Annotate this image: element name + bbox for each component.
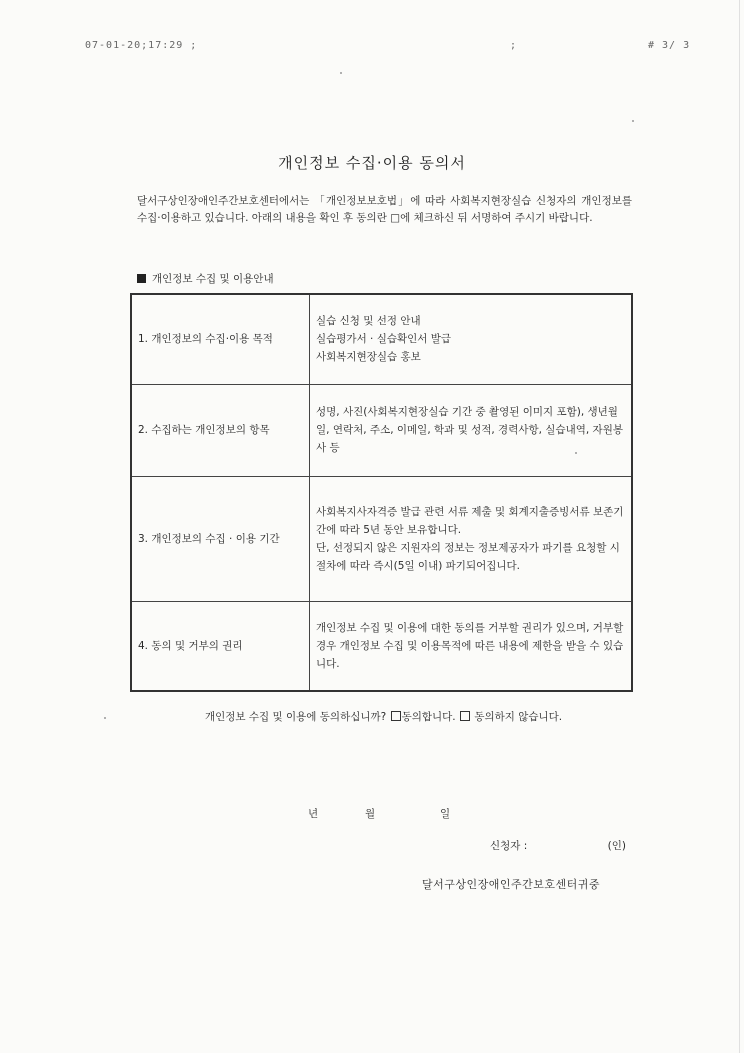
- content-line: 실습평가서 · 실습확인서 발급: [316, 333, 452, 346]
- consent-line: [205, 709, 562, 724]
- row-label: 2. 수집하는 개인정보의 항목: [131, 384, 310, 476]
- row-content: [310, 601, 633, 691]
- recipient-line: 달서구상인장애인주간보호센터귀중: [422, 878, 601, 891]
- table-row: [131, 384, 632, 476]
- fax-timestamp: 07-01-20;17:29 ;: [85, 40, 198, 51]
- content-line: 실습 신청 및 선정 안내: [316, 315, 421, 328]
- disagree-label: 동의하지 않습니다.: [474, 711, 563, 723]
- scan-speck: [104, 717, 106, 719]
- section-heading: [137, 271, 274, 286]
- row-content: [310, 384, 633, 476]
- row-content: [310, 476, 633, 601]
- info-table: [130, 293, 633, 692]
- table-row: [131, 294, 632, 384]
- table-row: [131, 601, 632, 691]
- intro-paragraph: 달서구상인장애인주간보호센터에서는 「개인정보보호법」에 따라 사회복지현장실습 신청자의 개인정보를 수집·이용하고 있습니다. 아래의 내용을 확인 후 동의란 □에 체크하신 뒤 서명하여 주시기 바랍니다.: [137, 195, 632, 224]
- content-line: 사회복지현장실습 홍보: [316, 351, 421, 364]
- scan-speck: [340, 72, 342, 74]
- content-line: 성명, 사진(사회복지현장실습 기간 중 촬영된 이미지 포함), 생년월일, 연락처, 주소, 이메일, 학과 및 성적, 경력사항, 실습내역, 자원봉사 등: [316, 406, 623, 454]
- table-row: [131, 476, 632, 601]
- date-month-label: 월: [365, 808, 376, 820]
- seal-mark: (인): [607, 840, 626, 852]
- document-title: 개인정보 수집·이용 동의서: [278, 154, 466, 172]
- row-label: 1. 개인정보의 수집·이용 목적: [131, 294, 310, 384]
- consent-question: 개인정보 수집 및 이용에 동의하십니까?: [205, 711, 387, 723]
- date-day-label: 일: [440, 808, 451, 820]
- content-line: 단, 선정되지 않은 지원자의 정보는 정보제공자가 파기를 요청할 시 절차에 따라 즉시(5일 이내) 파기되어집니다.: [316, 541, 620, 572]
- scan-speck: [575, 452, 577, 454]
- fax-page-number: # 3/ 3: [648, 40, 691, 51]
- applicant-label: 신청자 :: [490, 840, 528, 852]
- agree-checkbox[interactable]: [391, 711, 401, 721]
- row-label: 3. 개인정보의 수집 · 이용 기간: [131, 476, 310, 601]
- scan-speck: [632, 120, 634, 122]
- fax-separator: ;: [510, 40, 518, 51]
- row-label: 4. 동의 및 거부의 권리: [131, 601, 310, 691]
- disagree-checkbox[interactable]: [460, 711, 470, 721]
- content-line: 개인정보 수집 및 이용에 대한 동의를 거부할 권리가 있으며, 거부할 경우 개인정보 수집 및 이용목적에 따른 내용에 제한을 받을 수 있습니다.: [316, 621, 624, 670]
- square-bullet-icon: [137, 274, 146, 283]
- agree-label: 동의합니다.: [401, 711, 456, 723]
- row-content: [310, 294, 633, 384]
- date-year-label: 년: [308, 808, 319, 820]
- applicant-signature-line: [490, 838, 626, 853]
- section-heading-text: 개인정보 수집 및 이용안내: [152, 273, 274, 285]
- content-line: 사회복지사자격증 발급 관련 서류 제출 및 회계지출증빙서류 보존기간에 따라 5년 동안 보유합니다.: [316, 505, 624, 536]
